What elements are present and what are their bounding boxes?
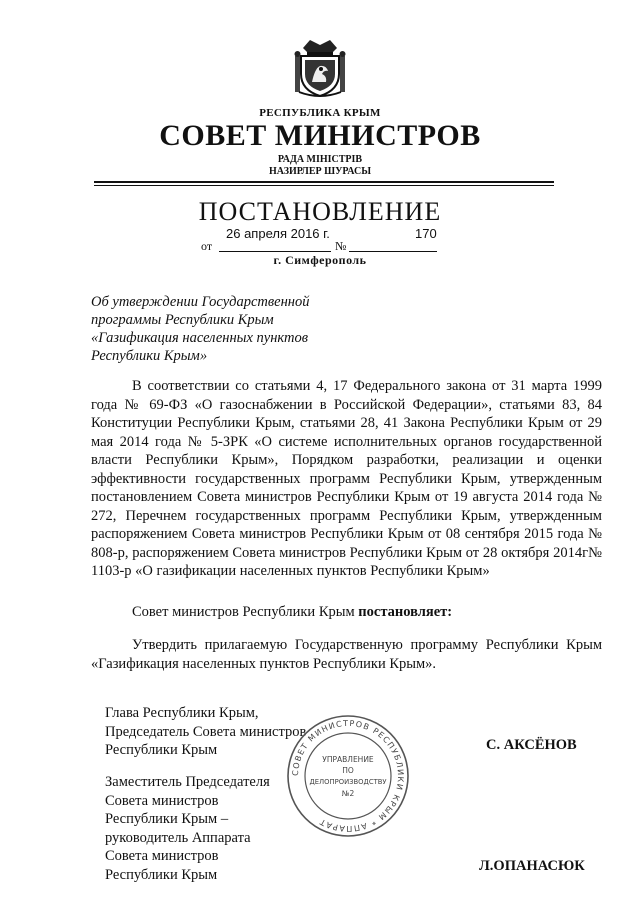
signatory-title-line: Заместитель Председателя <box>105 774 270 790</box>
stamp-line-3: ДЕЛОПРОИЗВОДСТВУ <box>309 778 387 786</box>
council-heading: СОВЕТ МИНИСТРОВ <box>159 119 481 152</box>
decrees-line <box>91 603 602 622</box>
decree-date: 26 апреля 2016 г. <box>226 226 330 241</box>
stamp-line-4: №2 <box>341 789 355 798</box>
stamp-outer-text: СОВЕТ МИНИСТРОВ РЕСПУБЛИКИ КРЫМ * АППАРАТ <box>290 718 406 834</box>
signatory-title-line: Республики Крым <box>105 742 218 758</box>
number-underline <box>349 251 437 252</box>
signatory-title-line: Совета министров <box>105 848 219 864</box>
decree-number: 170 <box>415 226 437 241</box>
preamble <box>91 377 602 581</box>
date-number-line <box>201 226 441 252</box>
republic-heading: РЕСПУБЛИКА КРЫМ <box>259 107 381 119</box>
header-rule-thick <box>94 181 554 183</box>
date-underline <box>219 251 331 252</box>
subject-line: программы Республики Крым <box>91 312 274 328</box>
signatory-title-line: руководитель Аппарата <box>105 829 251 846</box>
crimea-coat-of-arms-icon <box>293 36 347 98</box>
subject-line: Республики Крым» <box>91 348 208 364</box>
stamp-line-2: ПО <box>342 766 354 775</box>
signatory-1-name: С. АКСЁНОВ <box>486 737 577 753</box>
signatory-title-line: Республики Крым <box>105 866 218 883</box>
subject-line: Об утверждении Государственной <box>91 294 310 310</box>
decree-title: ПОСТАНОВЛЕНИЕ <box>198 197 442 226</box>
preamble-paragraph: В соответствии со статьями 4, 17 Федерального закона от 31 марта 1999 года № 69-ФЗ «О газоснабжении в Российской Федерации», статьями 83, 84 Конституции Республики Крым, статьями 28, 41 Закона Республики Крым от 29 мая 2014 года № 5-ЗРК «О системе исполнительных органов государственной власти Республики Крым», Порядком разработки, реализации и оценки эффективности государственных программ Республики Крым, утвержденным постановлением Совета министров Республики Крым от 19 августа 2014 года № 272, Перечнем государственных программ Республики Крым, утвержденным распоряжением Совета министров Республики Крым от 08 сентября 2015 года № 808-р, распоряжением Совета министров Республики Крым от 28 октября 2014г№ 1103-р «О газификации населенных пунктов Республики Крым» <box>91 378 602 579</box>
number-label: № <box>335 239 347 253</box>
date-from-label: от <box>201 239 213 253</box>
signatory-title-line: Глава Республики Крым, <box>105 705 259 721</box>
ukrainian-name: РАДА МІНІСТРІВ <box>277 154 363 165</box>
decrees-prefix: Совет министров Республики Крым <box>132 604 359 620</box>
signatory-title-line: Председатель Совета министров <box>105 723 307 740</box>
svg-text:СОВЕТ МИНИСТРОВ РЕСПУБЛИКИ КРЫ <box>291 719 405 833</box>
city: г. Симферополь <box>273 253 367 267</box>
decree-subject <box>91 293 381 365</box>
approve-paragraph: Утвердить прилагаемую Государственную программу Республики Крым «Газификация населенных пунктов Республики Крым». <box>91 637 602 672</box>
signatory-1-title <box>105 704 306 760</box>
office-stamp <box>284 712 412 840</box>
signatory-title-line: Республики Крым – <box>105 811 229 827</box>
stamp-line-1: УПРАВЛЕНИЕ <box>322 755 374 764</box>
crimean-tatar-name: НАЗИРЛЕР ШУРАСЫ <box>268 166 372 177</box>
subject-line: «Газификация населенных пунктов <box>91 330 309 346</box>
signatory-2-title <box>105 773 270 884</box>
signatory-title-line: Совета министров <box>105 792 219 809</box>
header-rule-thin <box>94 185 554 186</box>
decrees-keyword: постановляет: <box>358 604 453 620</box>
signatory-2-name: Л.ОПАНАСЮК <box>479 858 585 874</box>
